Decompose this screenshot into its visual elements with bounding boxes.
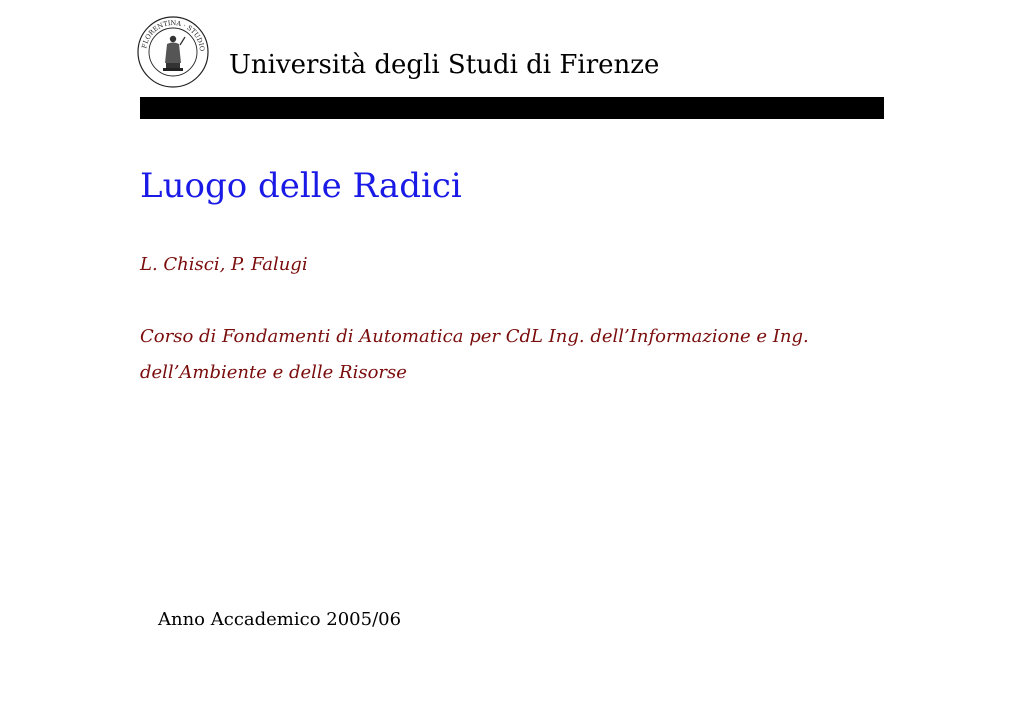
university-seal-logo xyxy=(136,15,210,89)
page-title: Luogo delle Radici xyxy=(140,166,462,206)
course-description: Corso di Fondamenti di Automatica per CdL Ing. dell’Informazione e Ing. dell’Ambiente e delle Risorse xyxy=(140,326,809,383)
header-divider-bar xyxy=(140,97,884,119)
university-name: Università degli Studi di Firenze xyxy=(229,50,660,80)
authors: L. Chisci, P. Falugi xyxy=(140,254,308,275)
svg-text:FLORENTINA · STUDIORUM · UNIVE: FLORENTINA · STUDIO xyxy=(140,18,207,52)
academic-year: Anno Accademico 2005/06 xyxy=(158,609,402,630)
